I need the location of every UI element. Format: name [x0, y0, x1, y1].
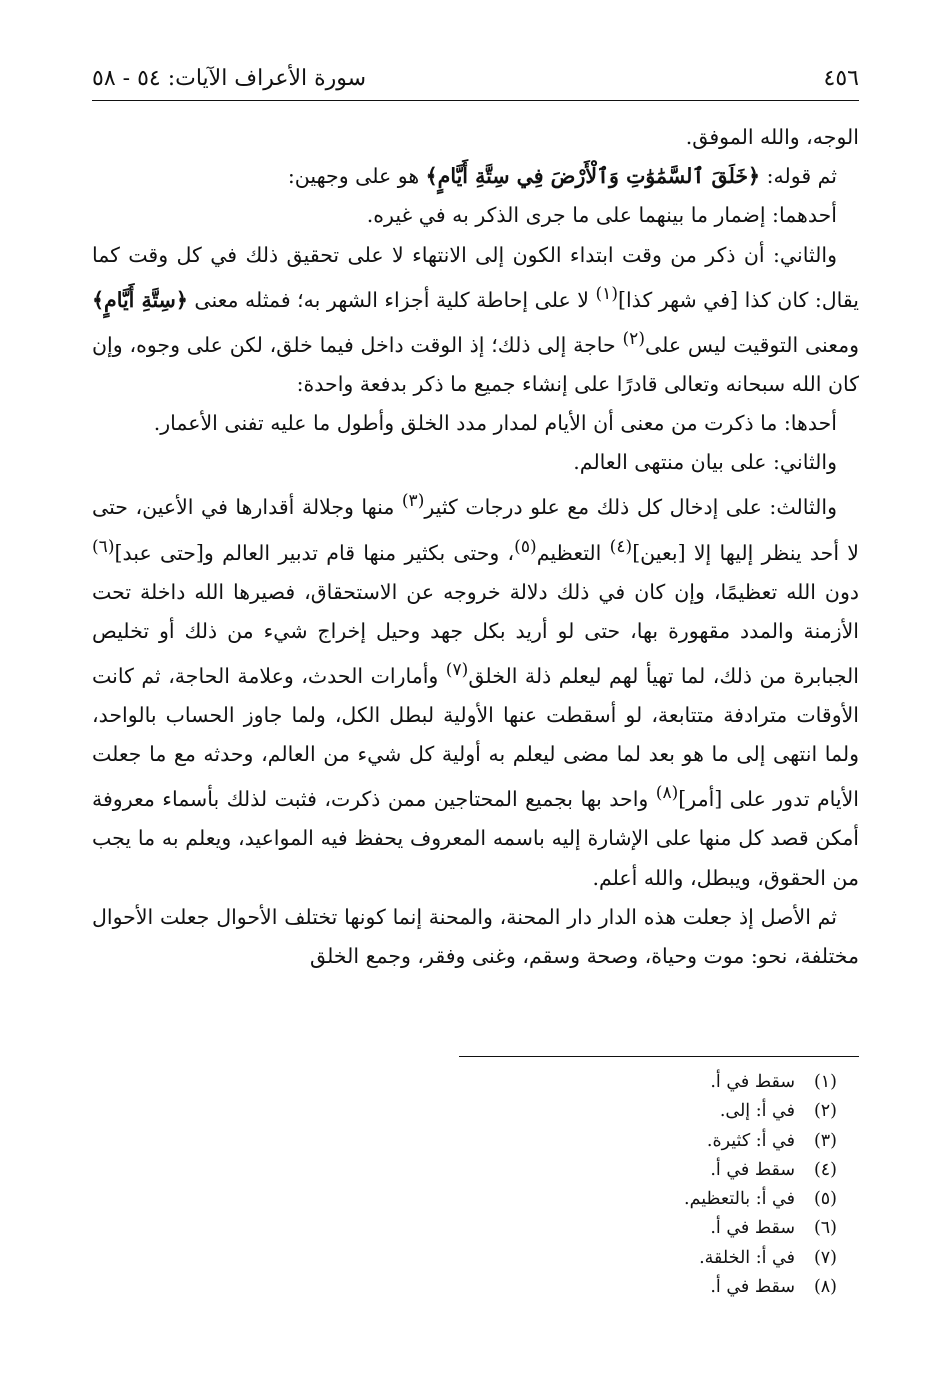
paragraph-7-part: ، وحتى بكثير منها قام تدبير العالم و[حتى عبد] [114, 540, 515, 565]
footnote-text: سقط في أ. [710, 1277, 795, 1298]
paragraph-7-part: وأمارات الحدث، وعلامة الحاجة، ثم كانت الأوقات مترادفة متتابعة، لو أسقطت عنها الأولية لبطل الكل، ولما جاوز الحساب بالواحد، ولما انتهى إلى ما هو بعد لما مضى ليعلم به أولية كل شيء من العالم، وحدثه مع ما جعلت الأيام تدور على [أمر] [92, 663, 859, 812]
page-header [92, 58, 859, 98]
footnote-item [517, 1185, 837, 1214]
footnote-text: في أ: كثيرة. [706, 1130, 795, 1151]
paragraph-4 [92, 236, 859, 404]
paragraph-1: الوجه، والله الموفق. [685, 125, 859, 149]
footnote-ref[interactable]: (٧) [445, 659, 469, 680]
footnote-ref[interactable]: (٣) [401, 491, 425, 512]
footnote-text: سقط في أ. [710, 1218, 795, 1239]
footnote-text: في أ: الخلقة. [699, 1247, 795, 1268]
paragraph-7-part: دون الله تعظيمًا، وإن كان في ذلك دلالة خروجه عن الاستحقاق، فصيرها الله داخلة تحت الأزمنة والمدد مقهورة بها، حتى لو أريد بكل جهد وحيل إخراج شيء من ذلك أو تخليص الجبابرة من ذلك، لما تهيأ لهم ليعلم ذلة الخلق [92, 579, 859, 688]
paragraph-4-part: والثاني: أن ذكر من وقت ابتداء الكون إلى الانتهاء لا على تحقيق ذلك في كل وقت كما يقال: كان كذا [في شهر كذا] [92, 242, 860, 312]
footnote-number: (٦) [813, 1218, 837, 1239]
paragraph-2 [92, 157, 859, 196]
footnote-item [517, 1214, 837, 1243]
paragraph-7-part: منها وجلالة أقدارها في الأعين، حتى لا أحد ينظر إليها إلا [بعين] [92, 495, 860, 565]
quran-verse: ﴿سِتَّةِ أَيَّامٍ﴾ [92, 287, 188, 312]
footnote-text: سقط في أ. [710, 1072, 795, 1092]
footnote-item [517, 1068, 837, 1097]
footnote-item [517, 1156, 837, 1185]
paragraph-4-part: لا على إحاطة كلية أجزاء الشهر به؛ فمثله معنى [187, 287, 596, 312]
paragraph-2-tail: هو على وجهين: [287, 164, 426, 189]
paragraph-2-lead: ثم قوله: [760, 164, 837, 189]
paragraph-5: أحدها: ما ذكرت من معنى أن الأيام لمدار مدد الخلق وأطول ما عليه تفنى الأعمار. [153, 411, 837, 436]
paragraph-7-part: التعظيم [536, 540, 610, 565]
footnote-ref[interactable]: (٤) [609, 536, 633, 557]
paragraph-8: ثم الأصل إذ جعلت هذه الدار دار المحنة، والمحنة إنما كونها تختلف الأحوال جعلت الأحوال مختلفة، نحو: موت وحياة، وصحة وسقم، وغنى وفقر، وجمع الخلق [92, 904, 859, 969]
quran-verse: ﴿خَلَقَ ٱلسَّمَٰوَٰتِ وَٱلْأَرْضَ فِي سِتَّةِ أَيَّامٍ﴾ [425, 164, 761, 189]
footnote-text: سقط في أ. [710, 1159, 795, 1180]
running-title: سورة الأعراف الآيات: ٥٤ - ٥٨ [92, 65, 367, 91]
footnote-divider [459, 1056, 859, 1057]
footnote-text: في أ: إلى. [719, 1101, 795, 1122]
footnote-number: (١) [813, 1072, 837, 1092]
page-number: ٤٥٦ [823, 65, 859, 91]
footnotes [517, 1068, 837, 1302]
footnote-number: (٨) [813, 1277, 837, 1298]
footnote-ref[interactable]: (٥) [514, 536, 537, 557]
footnote-ref[interactable]: (١) [595, 283, 618, 304]
paragraph-6: والثاني: على بيان منتهى العالم. [573, 450, 837, 475]
paragraph-7-part: واحد بها بجميع المحتاجين ممن ذكرت، فثبت لذلك بأسماء معروفة أمكن قصد كل منها على الإشارة إليه باسمه المعروف يحفظ فيه المواعيد، ويعلم به ما يجب من الحقوق، ويبطل، والله أعلم. [92, 787, 859, 890]
footnote-number: (٥) [813, 1189, 837, 1210]
paragraph-4-part: حاجة إلى ذلك؛ إذ الوقت داخل فيما خلق، لكن على وجوه، وإن كان الله سبحانه وتعالى قادرًا على إنشاء جميع ما ذكر بدفعة واحدة: [92, 332, 859, 396]
footnote-item [517, 1097, 837, 1126]
footnote-number: (٤) [813, 1159, 837, 1180]
footnote-item [517, 1244, 837, 1273]
footnote-text: في أ: بالتعظيم. [684, 1189, 795, 1210]
paragraph-7-part: والثالث: على إدخال كل ذلك مع علو درجات كثير [424, 495, 837, 520]
header-divider [92, 100, 859, 101]
footnote-number: (٧) [813, 1247, 837, 1268]
paragraph-4-part: ومعنى التوقيت ليس على [645, 332, 859, 357]
paragraph-3: أحدهما: إضمار ما بينهما على ما جرى الذكر به في غيره. [366, 203, 837, 228]
footnote-ref[interactable]: (٨) [655, 783, 679, 804]
footnote-item [517, 1127, 837, 1156]
paragraph-7 [92, 482, 859, 897]
footnote-number: (٢) [813, 1101, 837, 1122]
footnote-number: (٣) [813, 1130, 837, 1151]
footnote-item [517, 1273, 837, 1302]
footnote-ref[interactable]: (٢) [622, 328, 646, 349]
footnote-ref[interactable]: (٦) [92, 536, 115, 557]
main-text [92, 118, 859, 976]
